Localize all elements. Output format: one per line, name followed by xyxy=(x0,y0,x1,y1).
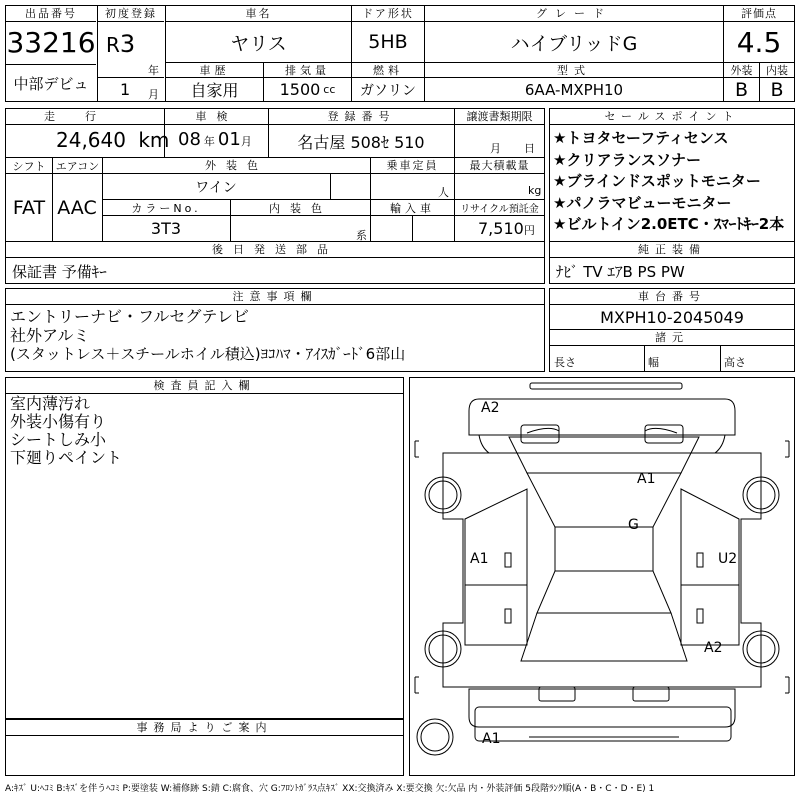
chassis-header: 車台番号 xyxy=(550,289,794,305)
colorno-value: 3T3 xyxy=(150,219,182,238)
equip-value: ﾅﾋﾞ TV ｴｱB PS PW xyxy=(556,263,685,281)
month-unit: 月 xyxy=(148,88,159,101)
grade-header: グレード xyxy=(425,6,723,22)
damage-mark: A1 xyxy=(637,471,656,487)
damage-mark: U2 xyxy=(718,551,738,567)
plate-header: 登録番号 xyxy=(268,109,454,125)
lot-number: 33216 xyxy=(6,25,96,59)
later-value: 保証書 予備ｷｰ xyxy=(12,263,107,281)
inspector-header: 検査員記入欄 xyxy=(6,378,403,394)
note-line: 社外アルミ xyxy=(10,326,90,345)
inspect-month: 01 xyxy=(217,129,241,150)
recycle-header: リサイクル預託金 xyxy=(454,200,544,215)
car-diagram-drawing xyxy=(409,377,795,776)
load-header: 最大積載量 xyxy=(454,158,544,174)
sales-point: ★パノラマビューモニター xyxy=(553,193,732,212)
transfer-header: 譲渡書類期限 xyxy=(454,109,544,125)
ext-header: 外装 xyxy=(730,63,753,77)
car-name: ヤリス xyxy=(230,32,287,55)
sales-point: ★ビルトイン2.0ETC・ｽﾏｰﾄｷｰ2本 xyxy=(553,215,785,233)
note-line: (スタットレス＋スチールホイル積込)ﾖｺﾊﾏ・ｱｲｽｶﾞｰﾄﾞ6部山 xyxy=(10,345,406,363)
score-value: 4.5 xyxy=(736,25,782,59)
reg-era: R xyxy=(106,33,120,57)
chassis-number: MXPH10-2045049 xyxy=(600,307,744,327)
shift-header: シフト xyxy=(6,158,52,174)
notes-header: 注意事項欄 xyxy=(6,289,544,305)
capacity-unit: 人 xyxy=(438,186,449,199)
displacement: 1500 xyxy=(279,80,321,99)
height-label: 高さ xyxy=(724,356,746,369)
inspector-line: 室内薄汚れ xyxy=(10,394,91,413)
int-header: 内装 xyxy=(759,62,794,77)
import-header: 輸入車 xyxy=(370,200,454,215)
inspector-line: 外装小傷有り xyxy=(10,412,107,431)
door-header: ドア形状 xyxy=(352,6,424,22)
name-header: 車名 xyxy=(166,6,351,22)
debut-label: 中部デビュ xyxy=(6,64,96,101)
intcolor-header: 内装色 xyxy=(230,200,370,215)
inspector-lines xyxy=(10,395,122,467)
reg-month: 1 xyxy=(120,80,131,99)
inspect-year-unit: 年 xyxy=(203,135,215,148)
inspector-line: シートしみ小 xyxy=(10,430,107,449)
dims-header: 諸元 xyxy=(550,330,794,346)
inspect-year: 08 xyxy=(178,129,201,150)
inspect-header: 車検 xyxy=(164,109,268,125)
color-value: ワイン xyxy=(195,179,237,196)
mileage-value: 24,640 xyxy=(56,128,126,152)
load-unit: kg xyxy=(528,184,542,197)
color-header: 外装色 xyxy=(102,158,370,174)
damage-mark: G xyxy=(628,517,639,533)
legend-text: A:ｷｽﾞ U:ﾍｺﾐ B:ｷｽﾞを伴うﾍｺﾐ P:要塗装 W:補修跡 S:錆 C:腐食、穴 G:ﾌﾛﾝﾄｶﾞﾗｽ点ｷｽﾞ XX:交換済み X:要交換 欠:欠品 内・外装評価 5段階ﾗﾝｸ順(A・B・C・D・E) 1 xyxy=(5,784,655,794)
intcolor-unit: 系 xyxy=(356,229,367,242)
transfer-month-unit: 月 xyxy=(490,142,501,155)
inspector-line: 下廻りペイント xyxy=(10,448,123,467)
inspect-month-unit: 月 xyxy=(240,135,252,148)
width-label: 幅 xyxy=(648,356,659,369)
door-type: 5HB xyxy=(368,31,408,53)
office-header: 事務局よりご案内 xyxy=(6,720,403,736)
damage-mark: A2 xyxy=(704,640,723,656)
year-unit: 年 xyxy=(148,64,159,77)
disp-unit: cc xyxy=(323,83,336,96)
recycle-unit: 円 xyxy=(523,224,535,237)
fuel-header: 燃料 xyxy=(373,63,403,77)
history-value: 自家用 xyxy=(190,81,239,100)
transfer-day-unit: 日 xyxy=(524,142,535,155)
grade-value: ハイブリッドG xyxy=(510,32,638,55)
plate-value: 名古屋 508ｾ 510 xyxy=(297,133,425,152)
ac-value: AAC xyxy=(57,196,97,219)
mileage-header: 走行 xyxy=(6,109,164,125)
capacity-header: 乗車定員 xyxy=(370,158,454,174)
length-label: 長さ xyxy=(554,356,576,369)
history-header: 車歴 xyxy=(199,63,230,77)
ac-header: エアコン xyxy=(52,158,102,174)
sales-point: ★トヨタセーフティセンス xyxy=(553,129,729,147)
int-score: B xyxy=(759,78,794,101)
disp-header: 排気量 xyxy=(263,62,351,77)
mileage-unit: km xyxy=(138,128,170,152)
fuel-value: ガソリン xyxy=(360,82,416,99)
reg-header: 初度登録 xyxy=(98,6,164,22)
model-value: 6AA-MXPH10 xyxy=(524,80,624,99)
ext-score: B xyxy=(734,78,749,101)
recycle-value: 7,510 xyxy=(478,219,524,238)
damage-mark: A2 xyxy=(481,400,500,416)
score-header: 評価点 xyxy=(724,6,794,22)
sales-point-list xyxy=(553,128,784,236)
damage-mark: A1 xyxy=(482,731,501,747)
reg-year: 3 xyxy=(119,30,136,58)
colorno-header: カラーNo. xyxy=(131,201,201,215)
sales-header: セールスポイント xyxy=(550,109,794,125)
lot-header: 出品番号 xyxy=(6,6,96,22)
later-header: 後日発送部品 xyxy=(6,242,544,258)
equip-header: 純正装備 xyxy=(550,242,794,258)
notes-lines xyxy=(10,307,405,364)
sales-point: ★クリアランスソナー xyxy=(553,150,701,169)
note-line: エントリーナビ・フルセグテレビ xyxy=(10,307,250,326)
damage-mark: A1 xyxy=(470,551,489,567)
sales-point: ★ブラインドスポットモニター xyxy=(553,172,761,190)
shift-value: FAT xyxy=(12,196,46,219)
model-header: 型式 xyxy=(557,63,591,77)
